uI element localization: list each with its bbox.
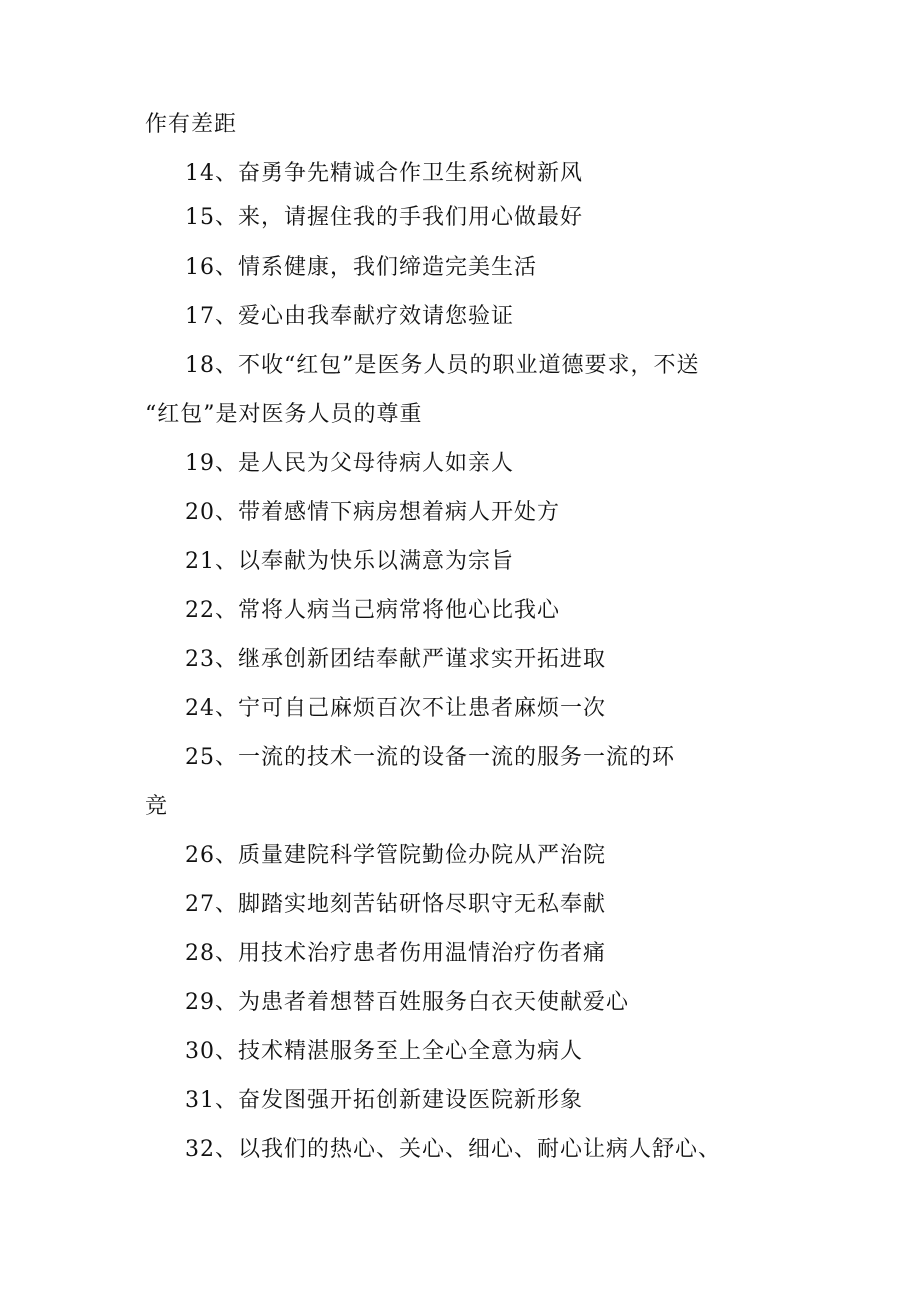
text-line-16: 26、质量建院科学管院勤俭办院从严治院: [185, 843, 606, 868]
text-line-18: 28、用技术治疗患者伤用温情治疗伤者痛: [185, 941, 606, 966]
text-line-4: 16、情系健康，我们缔造完美生活: [185, 255, 537, 280]
text-line-3: 15、来，请握住我的手我们用心做最好: [185, 205, 583, 230]
text-line-19: 29、为患者着想替百姓服务白衣天使献爱心: [185, 990, 629, 1015]
text-line-12: 23、继承创新团结奉献严谨求实开拓进取: [185, 647, 606, 672]
text-line-15: 竞: [145, 794, 169, 819]
text-line-11: 22、常将人病当己病常将他心比我心: [185, 598, 560, 623]
text-line-5: 17、爱心由我奉献疗效请您验证: [185, 304, 514, 329]
text-line-13: 24、宁可自己麻烦百次不让患者麻烦一次: [185, 696, 606, 721]
text-line-17: 27、脚踏实地刻苦钻研恪尽职守无私奉献: [185, 892, 606, 917]
text-line-8: 19、是人民为父母待病人如亲人: [185, 451, 514, 476]
text-line-9: 20、带着感情下病房想着病人开处方: [185, 500, 560, 525]
text-line-20: 30、技术精湛服务至上全心全意为病人: [185, 1039, 583, 1064]
text-line-14: 25、一流的技术一流的设备一流的服务一流的环: [185, 745, 675, 770]
text-line-1: 作有差距: [145, 112, 238, 137]
text-line-21: 31、奋发图强开拓创新建设医院新形象: [185, 1088, 583, 1113]
text-line-7: “红包”是对医务人员的尊重: [145, 402, 423, 427]
text-line-22: 32、以我们的热心、关心、细心、耐心让病人舒心、: [185, 1137, 721, 1162]
text-line-2: 14、奋勇争先精诚合作卫生系统树新风: [185, 161, 583, 186]
text-line-6: 18、不收“红包”是医务人员的职业道德要求，不送: [185, 353, 700, 378]
text-line-10: 21、以奉献为快乐以满意为宗旨: [185, 549, 514, 574]
